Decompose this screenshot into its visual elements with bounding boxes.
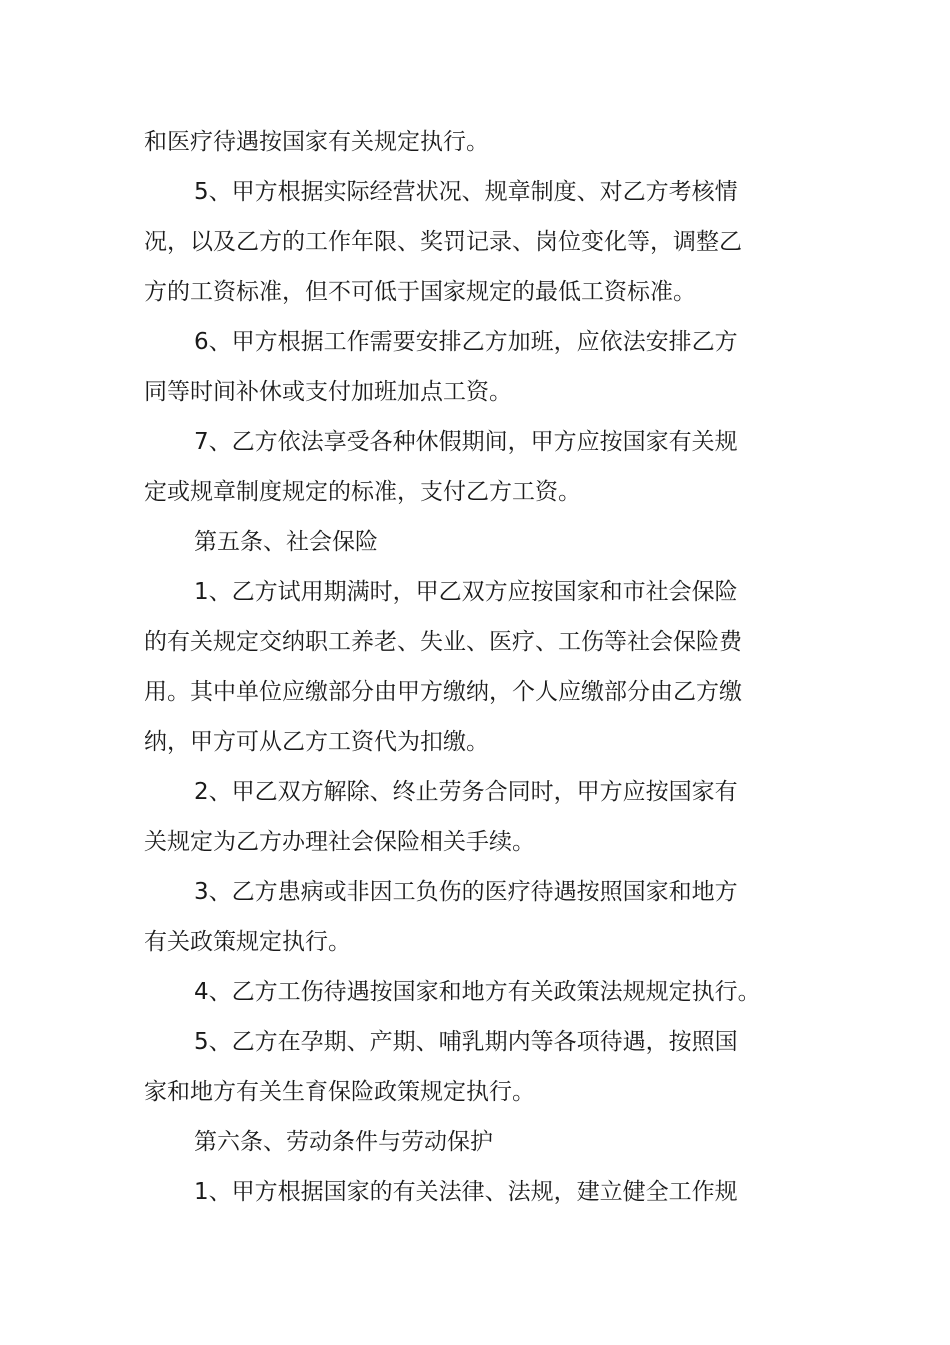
section-heading: 第六条、劳动条件与劳动保护	[194, 1129, 493, 1155]
text-line: 同等时间补休或支付加班加点工资。	[144, 379, 512, 405]
text-line: 方的工资标准，但不可低于国家规定的最低工资标准。	[144, 279, 696, 305]
text-line: 6、甲方根据工作需要安排乙方加班，应依法安排乙方	[194, 329, 738, 355]
text-line: 7、乙方依法享受各种休假期间，甲方应按国家有关规	[194, 429, 738, 455]
text-line: 有关政策规定执行。	[144, 929, 351, 955]
text-line: 1、乙方试用期满时，甲乙双方应按国家和市社会保险	[194, 579, 738, 605]
text-line: 2、甲乙双方解除、终止劳务合同时，甲方应按国家有	[194, 779, 738, 805]
text-line: 用。其中单位应缴部分由甲方缴纳，个人应缴部分由乙方缴	[144, 679, 742, 705]
text-line: 4、乙方工伤待遇按国家和地方有关政策法规规定执行。	[194, 979, 761, 1005]
text-line: 和医疗待遇按国家有关规定执行。	[144, 129, 489, 155]
text-line: 5、乙方在孕期、产期、哺乳期内等各项待遇，按照国	[194, 1029, 738, 1055]
text-line: 关规定为乙方办理社会保险相关手续。	[144, 829, 535, 855]
text-line: 3、乙方患病或非因工负伤的医疗待遇按照国家和地方	[194, 879, 738, 905]
text-line: 5、甲方根据实际经营状况、规章制度、对乙方考核情	[194, 179, 738, 205]
section-heading: 第五条、社会保险	[194, 529, 378, 555]
text-line: 纳，甲方可从乙方工资代为扣缴。	[144, 729, 489, 755]
text-line: 的有关规定交纳职工养老、失业、医疗、工伤等社会保险费	[144, 629, 742, 655]
text-line: 1、甲方根据国家的有关法律、法规，建立健全工作规	[194, 1179, 738, 1205]
text-line: 家和地方有关生育保险政策规定执行。	[144, 1079, 535, 1105]
text-line: 况，以及乙方的工作年限、奖罚记录、岗位变化等，调整乙	[144, 229, 742, 255]
text-line: 定或规章制度规定的标准，支付乙方工资。	[144, 479, 581, 505]
